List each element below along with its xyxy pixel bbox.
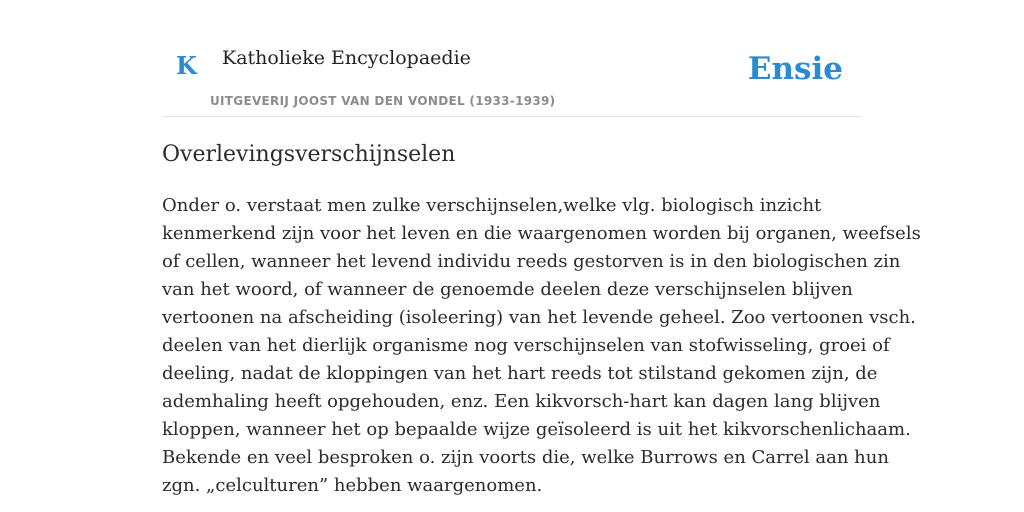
article-line: zgn. „celculturen” hebben waargenomen. — [162, 475, 543, 496]
article-title: Overlevingsverschijnselen — [162, 142, 456, 167]
article-line: vertoonen na afscheiding (isoleering) van het levende geheel. Zoo vertoonen vsch. — [162, 307, 916, 328]
site-header — [162, 0, 862, 117]
article-line: kenmerkend zijn voor het leven en die waargenomen worden bij organen, weefsels — [162, 223, 921, 244]
article-line: Onder o. verstaat men zulke verschijnselen,welke vlg. biologisch inzicht — [162, 195, 822, 216]
article-line: van het woord, of wanneer de genoemde deelen deze verschijnselen blijven — [162, 279, 853, 300]
site-title-link[interactable]: Katholieke Encyclopaedie — [222, 47, 471, 69]
article-line: Bekende en veel besproken o. zijn voorts die, welke Burrows en Carrel aan hun — [162, 447, 889, 468]
article-body — [162, 192, 921, 500]
article-line: deeling, nadat de kloppingen van het hart reeds tot stilstand gekomen zijn, de — [162, 363, 878, 384]
article-line: deelen van het dierlijk organisme nog verschijnselen van stofwisseling, groei of — [162, 335, 890, 356]
article-line: of cellen, wanneer het levend individu reeds gestorven is in den biologischen zin — [162, 251, 901, 272]
article-line: kloppen, wanneer het op bepaalde wijze geïsoleerd is uit het kikvorschenlichaam. — [162, 419, 911, 440]
site-logo-icon[interactable]: K — [176, 51, 197, 80]
publisher-label: UITGEVERIJ JOOST VAN DEN VONDEL (1933-1939) — [210, 94, 556, 108]
ensie-brand-link[interactable]: Ensie — [747, 51, 843, 87]
article-line: ademhaling heeft opgehouden, enz. Een kikvorsch-hart kan dagen lang blijven — [162, 391, 881, 412]
